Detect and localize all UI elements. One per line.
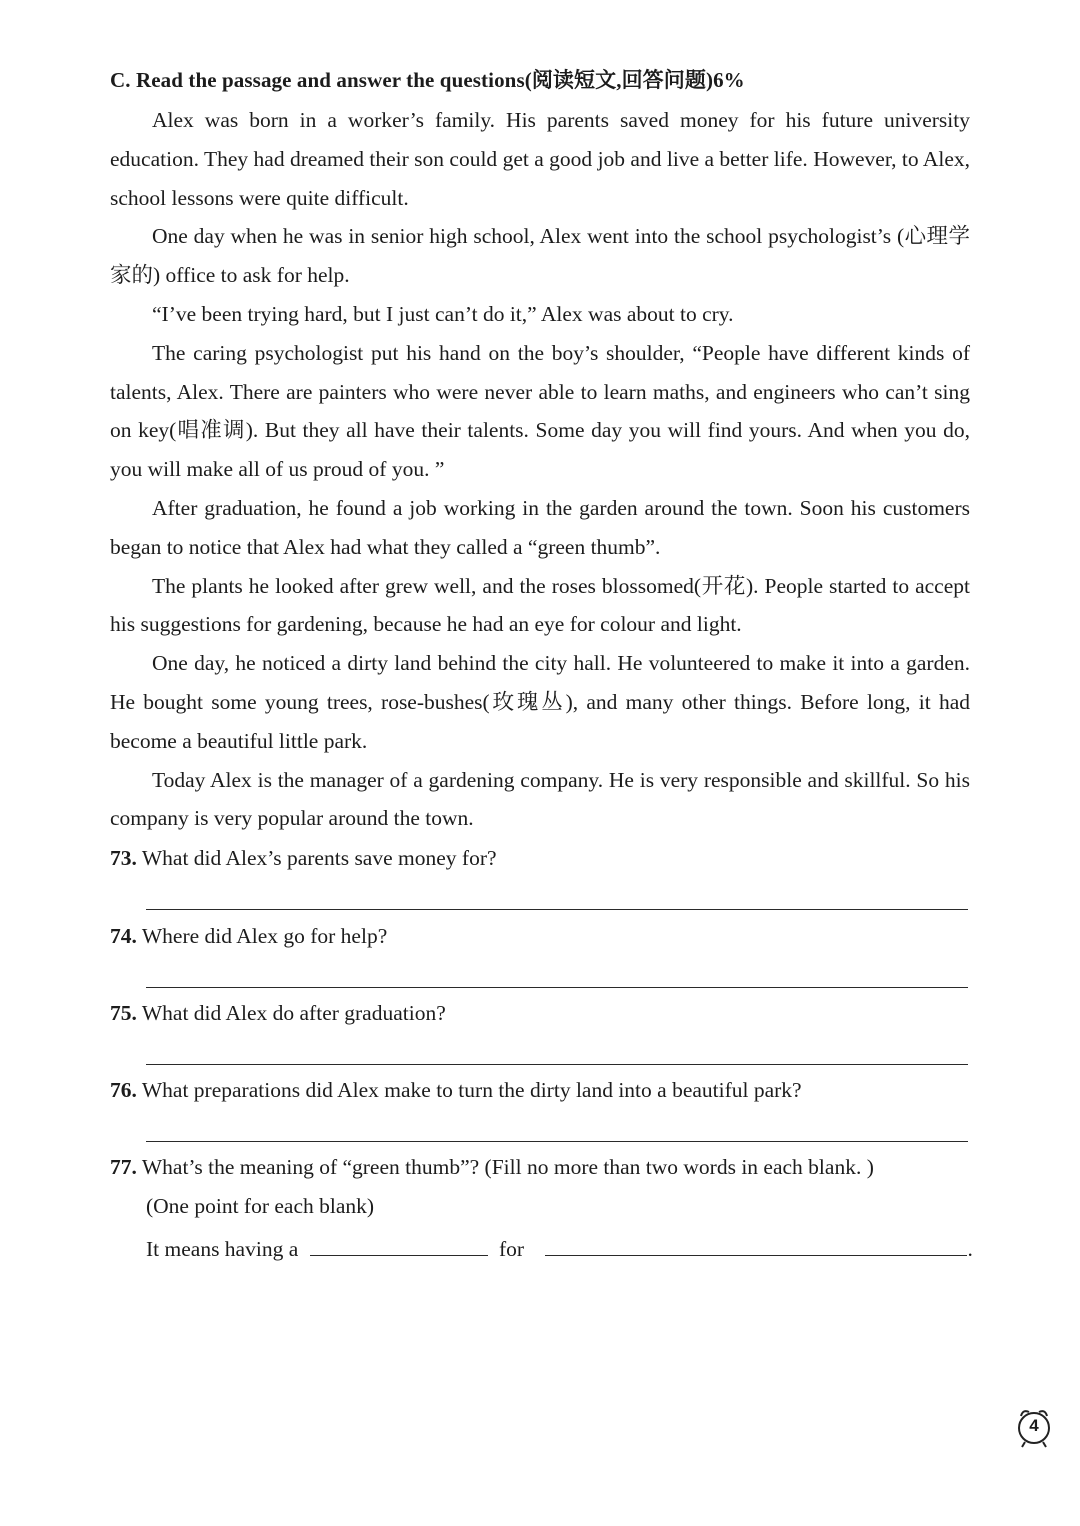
question-75 <box>110 1001 446 1026</box>
question-76 <box>110 1078 802 1103</box>
question-number: 74. <box>110 924 137 948</box>
page-number-badge <box>1014 1404 1054 1452</box>
question-77 <box>110 1155 874 1180</box>
question-77-note: (One point for each blank) <box>146 1194 375 1218</box>
sentence-start: It means having a <box>146 1237 299 1261</box>
question-number: 76. <box>110 1078 137 1102</box>
section-heading: C. Read the passage and answer the questions(阅读短文,回答问题)6% <box>110 68 745 92</box>
passage-paragraph: Today Alex is the manager of a gardening company. He is very responsible and skillful. So his company is very popular around the town. <box>110 767 970 831</box>
answer-line-74[interactable] <box>146 987 968 988</box>
question-73 <box>110 846 497 871</box>
passage-paragraph: Alex was born in a worker’s family. His parents saved money for his future university education. They had dreamed their son could get a good job and live a better life. However, to Alex, school lessons were quite difficult. <box>110 108 970 210</box>
passage-paragraph: After graduation, he found a job working in the garden around the town. Soon his customers began to notice that Alex had what they called a “green thumb”. <box>110 495 970 559</box>
passage-paragraph: One day, he noticed a dirty land behind the city hall. He volunteered to make it into a garden. He bought some young trees, rose-bushes(玫瑰丛), and many other things. Before long, it had become a beautiful little park. <box>110 651 970 753</box>
fill-blank-1[interactable] <box>310 1233 488 1256</box>
answer-line-76[interactable] <box>146 1141 968 1142</box>
reading-passage <box>110 101 970 838</box>
question-text: Where did Alex go for help? <box>141 924 388 948</box>
question-number: 73. <box>110 846 137 870</box>
sentence-mid: for <box>499 1237 525 1261</box>
question-text: What did Alex’s parents save money for? <box>141 846 497 870</box>
question-text: What preparations did Alex make to turn the dirty land into a beautiful park? <box>141 1078 802 1102</box>
question-number: 75. <box>110 1001 137 1025</box>
sentence-end: . <box>967 1237 973 1261</box>
passage-paragraph: The caring psychologist put his hand on the boy’s shoulder, “People have different kinds of talents, Alex. There are painters who were never able to learn maths, and engineers who can’t sing on key(唱准调). But they all have their talents. Some day you will find yours. And when you do, you will make all of us proud of you. ” <box>110 340 970 482</box>
passage-paragraph: One day when he was in senior high school, Alex went into the school psychologist’s (心理学家的) office to ask for help. <box>110 224 970 288</box>
answer-line-75[interactable] <box>146 1064 968 1065</box>
question-text: What did Alex do after graduation? <box>141 1001 446 1025</box>
question-74 <box>110 924 387 949</box>
question-text: What’s the meaning of “green thumb”? (Fill no more than two words in each blank. ) <box>141 1155 874 1179</box>
passage-paragraph: “I’ve been trying hard, but I just can’t do it,” Alex was about to cry. <box>152 301 734 326</box>
passage-paragraph: The plants he looked after grew well, and the roses blossomed(开花). People started to accept his suggestions for gardening, because he had an eye for colour and light. <box>110 573 970 637</box>
question-77-fill-sentence <box>146 1233 973 1262</box>
question-number: 77. <box>110 1155 137 1179</box>
page-number: 4 <box>1029 1416 1039 1435</box>
answer-line-73[interactable] <box>146 909 968 910</box>
fill-blank-2[interactable] <box>545 1233 967 1256</box>
